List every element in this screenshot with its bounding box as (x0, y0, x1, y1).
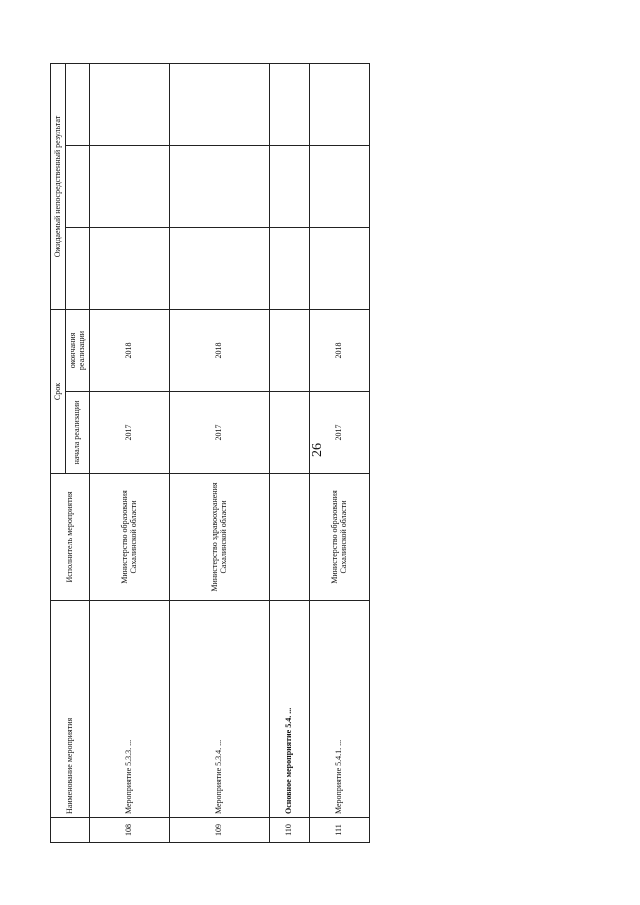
header-result: Ожидаемый непосредственный результат (51, 63, 66, 309)
row-num: 109 (169, 817, 269, 842)
row-end: 2018 (169, 309, 269, 391)
row-result (309, 227, 369, 309)
row-value (89, 145, 169, 227)
header-result-value (65, 145, 89, 227)
row-num: 111 (309, 817, 369, 842)
header-link (65, 63, 89, 145)
row-name: Мероприятие 5.3.3. ... (89, 600, 169, 817)
row-num: 110 (269, 817, 309, 842)
row-value (309, 145, 369, 227)
row-link (309, 63, 369, 145)
row-result (169, 227, 269, 309)
row-start: 2017 (169, 391, 269, 473)
row-start (269, 391, 309, 473)
row-num: 108 (89, 817, 169, 842)
row-result (269, 227, 309, 309)
header-executor: Исполнитель мероприятия (51, 473, 90, 600)
header-term: Срок (51, 309, 66, 473)
table-row (169, 63, 269, 842)
header-name: Наименование мероприятия (51, 600, 90, 817)
row-link (269, 63, 309, 145)
row-end: 2018 (309, 309, 369, 391)
header-num (51, 817, 90, 842)
events-table (50, 63, 370, 843)
header-result-desc (65, 227, 89, 309)
table-row (89, 63, 169, 842)
row-link (169, 63, 269, 145)
row-end: 2018 (89, 309, 169, 391)
table-row (309, 63, 369, 842)
row-name: Основное мероприятие 5.4. ... (269, 600, 309, 817)
row-name: Мероприятие 5.3.4. ... (169, 600, 269, 817)
row-link (89, 63, 169, 145)
header-start: начала реализации (65, 391, 89, 473)
row-start: 2017 (89, 391, 169, 473)
row-end (269, 309, 309, 391)
table-row (269, 63, 309, 842)
row-name: Мероприятие 5.4.1. ... (309, 600, 369, 817)
row-executor: Министерство образования Сахалинской области (89, 473, 169, 600)
row-start: 2017 (309, 391, 369, 473)
row-executor: Министерство образования Сахалинской области (309, 473, 369, 600)
page-number: 26 (310, 443, 325, 457)
rotated-table-container (50, 63, 590, 843)
row-executor: Министерство здравоохранения Сахалинской области (169, 473, 269, 600)
row-executor (269, 473, 309, 600)
row-value (269, 145, 309, 227)
row-result (89, 227, 169, 309)
header-end: окончания реализации (65, 309, 89, 391)
row-value (169, 145, 269, 227)
